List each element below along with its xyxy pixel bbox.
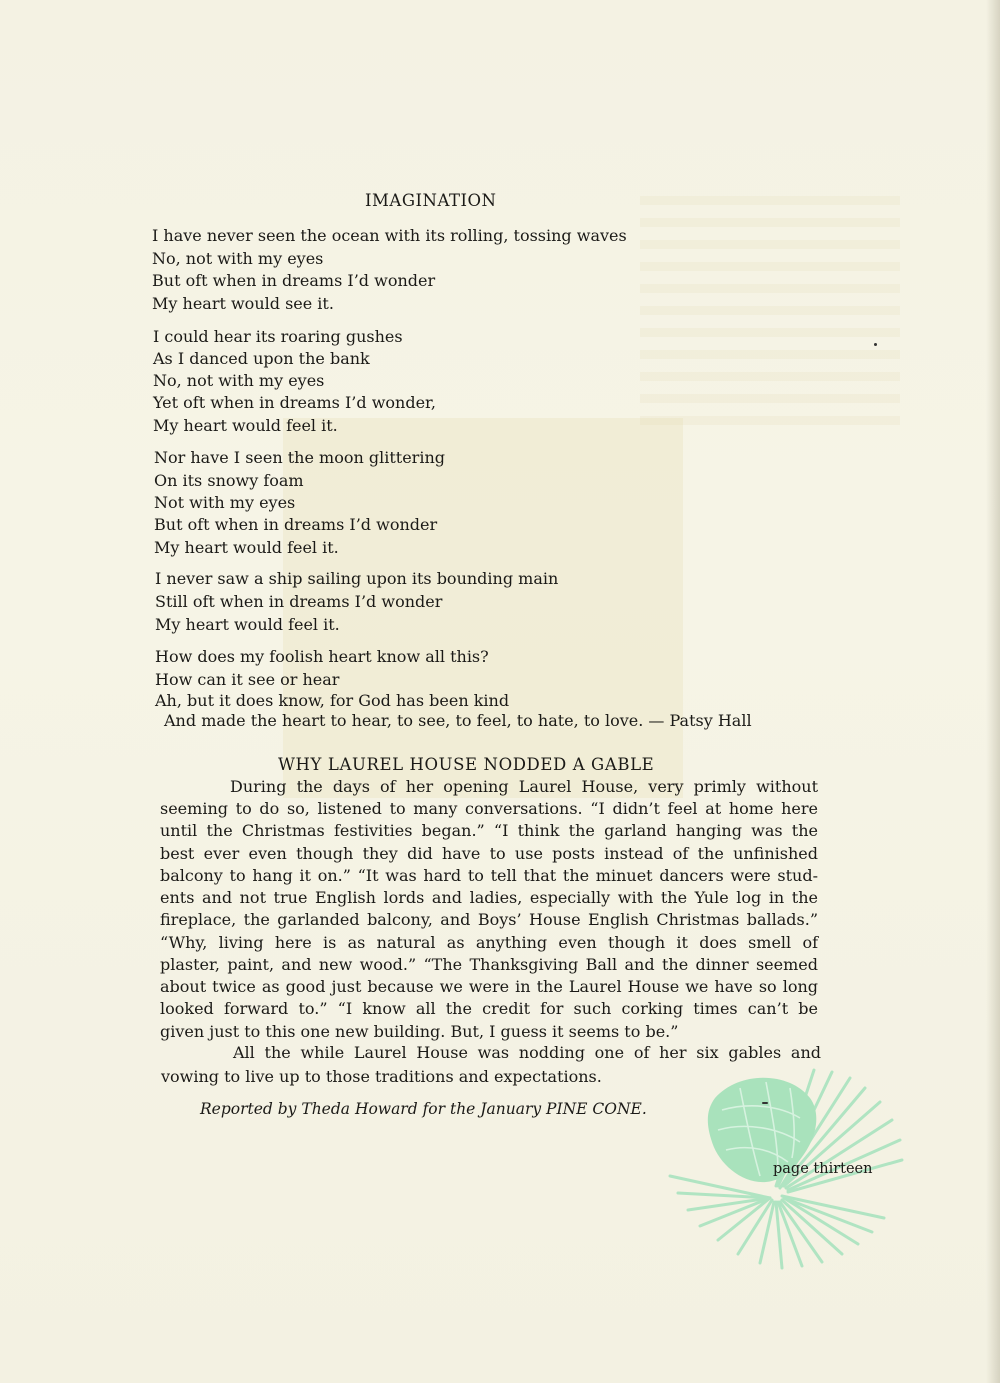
ink-speck — [874, 343, 877, 346]
poem-line: I have never seen the ocean with its rolling, tossing waves — [152, 226, 627, 245]
poem-line: How does my foolish heart know all this? — [155, 647, 489, 666]
article-line: fireplace, the garlanded balcony, and Boys’ House English Christmas ballads.” — [160, 910, 818, 929]
article-line: about twice as good just because we were in the Laurel House we have so long — [160, 977, 818, 996]
poem-line: I could hear its roaring gushes — [153, 327, 403, 346]
show-through-text-bleed — [640, 196, 900, 436]
poem-line: As I danced upon the bank — [153, 349, 370, 368]
poem-line: My heart would feel it. — [154, 538, 339, 557]
poem-line: Yet oft when in dreams I’d wonder, — [153, 393, 437, 412]
poem-line: No, not with my eyes — [153, 371, 325, 390]
poem-line: But oft when in dreams I’d wonder — [152, 271, 436, 290]
article-line: balcony to hang it on.” “It was hard to tell that the minuet dancers were stud- — [160, 866, 818, 885]
poem-title: IMAGINATION — [365, 191, 497, 210]
article-line: “Why, living here is as natural as anything even though it does smell of — [160, 933, 818, 952]
poem-line: But oft when in dreams I’d wonder — [154, 515, 438, 534]
article-line: looked forward to.” “I know all the credit for such corking times can’t be — [160, 999, 818, 1018]
article-line: best ever even though they did have to use posts instead of the unfinished — [160, 844, 818, 863]
poem-line: How can it see or hear — [155, 670, 340, 689]
poem-line: My heart would feel it. — [155, 615, 340, 634]
article-line: During the days of her opening Laurel House, very primly without — [230, 777, 818, 796]
poem-line: No, not with my eyes — [152, 249, 324, 268]
article-line: until the Christmas festivities began.” “I think the garland hanging was the — [160, 821, 818, 840]
ink-speck — [762, 1102, 768, 1104]
page-number: page thirteen — [773, 1161, 873, 1177]
poem-line: Ah, but it does know, for God has been kind — [155, 691, 510, 710]
article-title: WHY LAUREL HOUSE NODDED A GABLE — [278, 755, 655, 774]
article-line: seeming to do so, listened to many conversations. “I didn’t feel at home here — [160, 799, 818, 818]
poem-line: My heart would feel it. — [153, 416, 338, 435]
poem-signature-line: And made the heart to hear, to see, to feel, to hate, to love. — Patsy Hall — [164, 711, 752, 730]
article-line: All the while Laurel House was nodding one of her six gables and — [233, 1043, 821, 1062]
poem-line: Not with my eyes — [154, 493, 296, 512]
article-credit: Reported by Theda Howard for the January PINE CONE. — [200, 1100, 647, 1118]
poem-line: Nor have I seen the moon glittering — [154, 448, 445, 467]
poem-line: My heart would see it. — [152, 294, 334, 313]
article-line: given just to this one new building. But, I guess it seems to be.” — [160, 1022, 679, 1041]
article-line: plaster, paint, and new wood.” “The Thanksgiving Ball and the dinner seemed — [160, 955, 818, 974]
poem-line: Still oft when in dreams I’d wonder — [155, 592, 443, 611]
poem-line: On its snowy foam — [154, 471, 304, 490]
poem-line: I never saw a ship sailing upon its bounding main — [155, 569, 559, 588]
article-line: vowing to live up to those traditions and expectations. — [161, 1067, 602, 1086]
article-line: ents and not true English lords and ladies, especially with the Yule log in the — [160, 888, 818, 907]
